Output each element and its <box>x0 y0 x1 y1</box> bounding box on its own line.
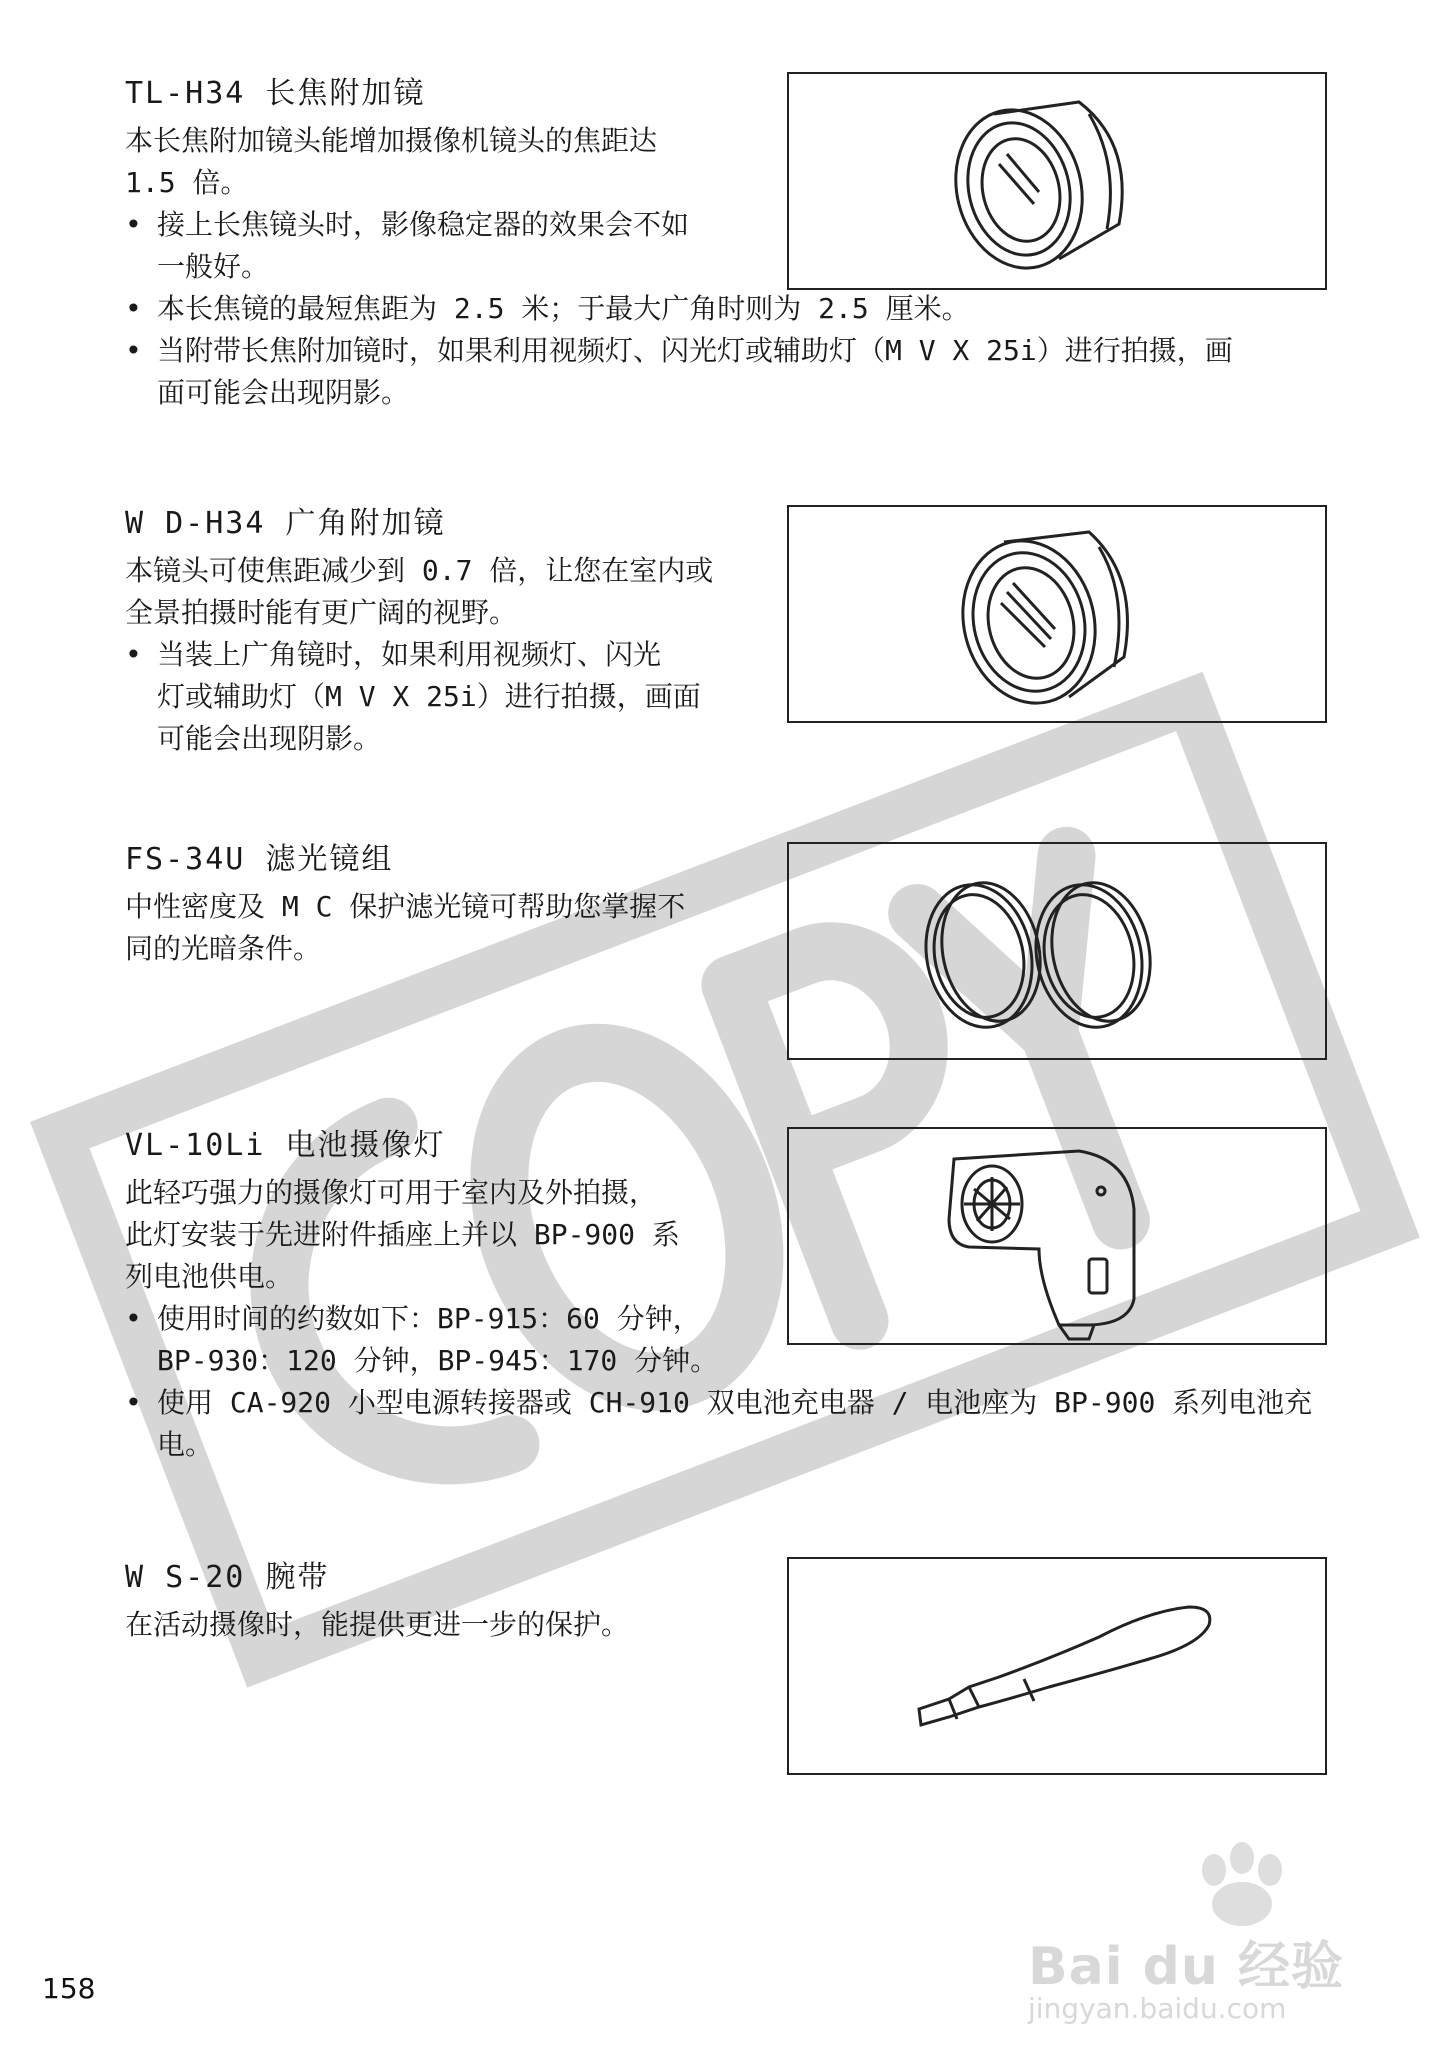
description-line: 列电池供电。 <box>125 1260 294 1293</box>
section-title: W S-20 腕带 <box>125 1560 330 1595</box>
paw-icon <box>1178 1840 1298 1930</box>
bullet-item <box>125 1382 1330 1466</box>
page-number: 158 <box>42 1972 96 2005</box>
bullet-line: 接上长焦镜头时，影像稳定器的效果会不如 <box>157 208 690 241</box>
description-line: 此轻巧强力的摄像灯可用于室内及外拍摄， <box>125 1176 658 1209</box>
bullet-line: 可能会出现阴影。 <box>157 722 382 755</box>
bullet-line: 面可能会出现阴影。 <box>157 376 410 409</box>
description-line: 此灯安装于先进附件插座上并以 BP-900 系 <box>125 1218 680 1251</box>
bullet-line: 电。 <box>157 1428 214 1461</box>
bullet-item <box>125 330 1330 414</box>
bullet-item <box>125 634 787 760</box>
bullet-item <box>125 288 1330 330</box>
bullet-item <box>125 204 787 288</box>
video-light-illustration <box>787 1127 1327 1345</box>
description-line: 全景拍摄时能有更广阔的视野。 <box>125 596 518 629</box>
bullet-line: BP-930：120 分钟，BP-945：170 分钟。 <box>157 1344 719 1377</box>
bullet-line: 使用 CA-920 小型电源转接器或 CH-910 双电池充电器 / 电池座为 BP-900 系列电池充 <box>157 1386 1313 1419</box>
bullet-line: 当装上广角镜时，如果利用视频灯、闪光 <box>157 638 662 671</box>
bullet-line: 一般好。 <box>157 250 270 283</box>
bullet-line: 使用时间的约数如下：BP-915：60 分钟， <box>157 1302 701 1335</box>
section-title: TL-H34 长焦附加镜 <box>125 76 426 111</box>
wide-lens-illustration <box>787 505 1327 723</box>
description-line: 中性密度及 M C 保护滤光镜可帮助您掌握不 <box>125 890 686 923</box>
description-line: 1.5 倍。 <box>125 166 249 199</box>
description-line: 本镜头可使焦距减少到 0.7 倍，让您在室内或 <box>125 554 714 587</box>
section-title: W D-H34 广角附加镜 <box>125 506 446 541</box>
tele-lens-illustration <box>787 72 1327 290</box>
bullet-item <box>125 1298 787 1382</box>
description-line: 同的光暗条件。 <box>125 932 322 965</box>
bullet-line: 当附带长焦附加镜时，如果利用视频灯、闪光灯或辅助灯（M V X 25i）进行拍摄，画 <box>157 334 1233 367</box>
section-title: VL-10Li 电池摄像灯 <box>125 1128 446 1163</box>
bullet-line: 本长焦镜的最短焦距为 2.5 米；于最大广角时则为 2.5 厘米。 <box>157 292 970 325</box>
bullet-line: 灯或辅助灯（M V X 25i）进行拍摄，画面 <box>157 680 701 713</box>
baidu-url: jingyan.baidu.com <box>1028 1992 1287 2025</box>
filter-set-illustration <box>787 842 1327 1060</box>
wrist-strap-illustration <box>787 1557 1327 1775</box>
description-line: 在活动摄像时，能提供更进一步的保护。 <box>125 1608 630 1641</box>
section-title: FS-34U 滤光镜组 <box>125 842 394 877</box>
baidu-jingyan-logo <box>1028 1840 1368 2030</box>
description-line: 本长焦附加镜头能增加摄像机镜头的焦距达 <box>125 124 658 157</box>
baidu-logo-text: Bai du 经验 <box>1028 1937 1344 1997</box>
